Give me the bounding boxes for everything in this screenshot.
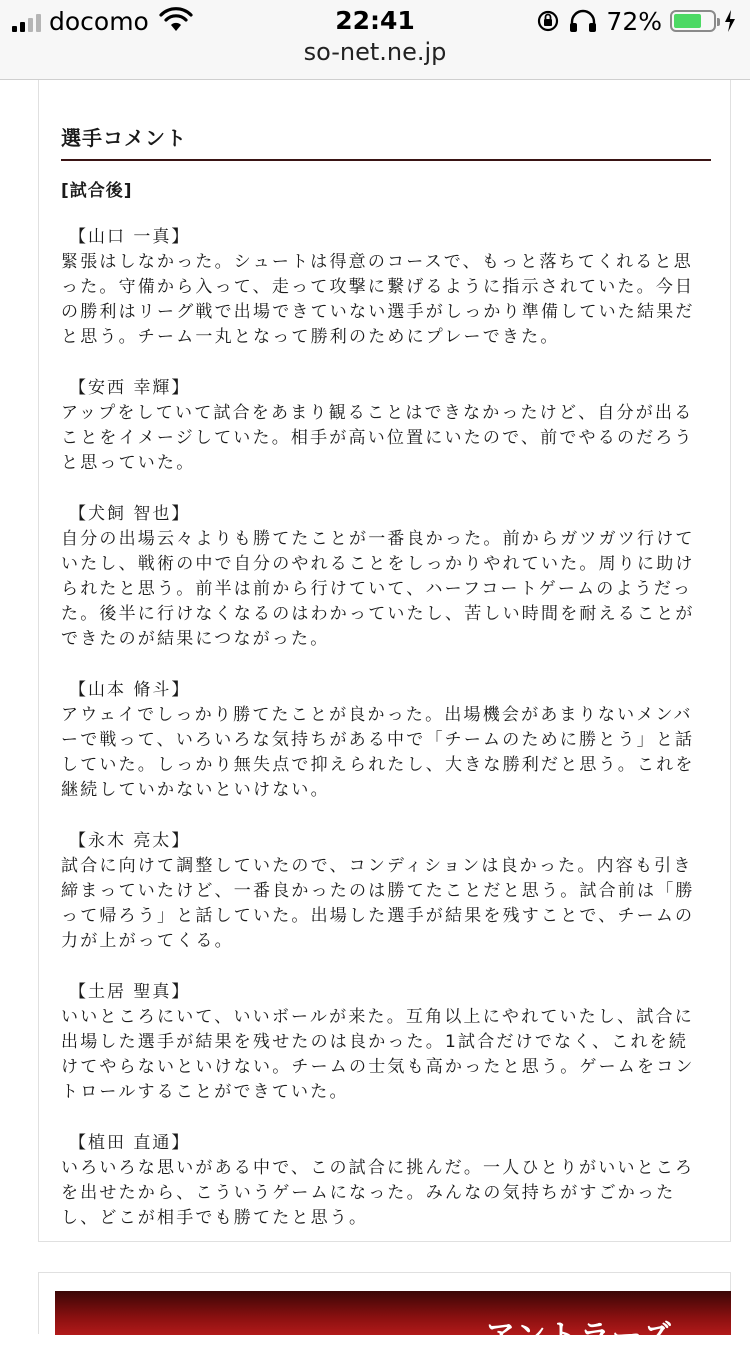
comment-line: いたし、戦術の中で自分のやれることをしっかりやれていた。周りに助け (61, 554, 695, 574)
comment-line: ーで戦って、いろいろな気持ちがある中で「チームのために勝とう」と話 (61, 730, 695, 750)
player-name: 【土居 聖真】 (69, 982, 191, 1002)
comment-line: 力が上がってくる。 (61, 931, 234, 951)
player-comment (61, 502, 711, 652)
player-comment (61, 1131, 711, 1231)
article-card (38, 80, 731, 1242)
orientation-lock-icon (536, 9, 560, 33)
comment-line: アウェイでしっかり勝てたことが良かった。出場機会があまりないメンバ (61, 705, 693, 725)
headphones-icon (568, 9, 598, 33)
status-bar (0, 0, 750, 80)
comment-line: 自分の出場云々よりも勝てたことが一番良かった。前からガツガツ行けて (61, 529, 695, 549)
comment-line: 緊張はしなかった。シュートは得意のコースで、もっと落ちてくれると思 (61, 252, 693, 272)
comment-line: 締まっていたけど、一番良かったのは勝てたことだと思う。試合前は「勝 (61, 881, 695, 901)
comment-line: アップをしていて試合をあまり観ることはできなかったけど、自分が出る (61, 403, 694, 423)
address-bar-url[interactable]: so-net.ne.jp (303, 38, 447, 66)
battery-percentage: 72% (606, 6, 662, 36)
comment-line: いいところにいて、いいボールが来た。互角以上にやれていたし、試合に (61, 1007, 694, 1027)
comment-line: と思っていた。 (61, 453, 196, 473)
comment-line: った。守備から入って、走って攻撃に繋げるように指示されていた。今日 (61, 277, 695, 297)
comment-line: 出場した選手が結果を残せたのは良かった。1試合だけでなく、これを続 (61, 1032, 689, 1052)
comment-line: できたのが結果につながった。 (61, 629, 330, 649)
player-comment (61, 376, 711, 476)
player-name: 【山口 一真】 (69, 227, 191, 247)
player-comments (61, 225, 711, 1257)
comment-line: 試合に向けて調整していたので、コンディションは良かった。内容も引き (61, 856, 693, 876)
player-name: 【永木 亮太】 (69, 831, 191, 851)
player-name: 【植田 直通】 (69, 1133, 191, 1153)
status-bar-right (536, 6, 736, 36)
clock: 22:41 (335, 6, 415, 35)
comment-line: していた。しっかり無失点で抑えられたし、大きな勝利だと思う。これを (61, 755, 695, 775)
player-name: 【安西 幸輝】 (69, 378, 191, 398)
player-comment (61, 829, 711, 954)
charging-bolt-icon (724, 10, 736, 32)
section-title: 選手コメント (61, 122, 711, 161)
player-comment (61, 678, 711, 803)
battery-icon (670, 10, 716, 32)
comment-line: けてやらないといけない。チームの士気も高かったと思う。ゲームをコン (61, 1057, 695, 1077)
comment-line: って帰ろう」と話していた。出場した選手が結果を残すことで、チームの (61, 906, 695, 926)
comment-line: られたと思う。前半は前から行けていて、ハーフコートゲームのようだっ (61, 579, 693, 599)
player-name: 【山本 脩斗】 (69, 680, 191, 700)
player-name: 【犬飼 智也】 (69, 504, 191, 524)
subheading: [試合後] (61, 181, 133, 201)
comment-line: を出せたから、こういうゲームになった。みんなの気持ちがすごかった (61, 1183, 676, 1203)
carrier-name: docomo (49, 6, 149, 36)
comment-line: トロールすることができていた。 (61, 1082, 349, 1102)
comment-line: 継続していかないといけない。 (61, 780, 330, 800)
ad-card (38, 1272, 731, 1354)
comment-line: た。後半に行けなくなるのはわかっていたし、苦しい時間を耐えることが (61, 604, 695, 624)
ad-banner[interactable] (55, 1291, 731, 1354)
comment-line: ことをイメージしていた。相手が高い位置にいたので、前でやるのだろう (61, 428, 694, 448)
comment-line: いろいろな思いがある中で、この試合に挑んだ。一人ひとりがいいところ (61, 1158, 695, 1178)
player-comment (61, 225, 711, 350)
comment-line: の勝利はリーグ戦で出場できていない選手がしっかり準備していた結果だ (61, 302, 695, 322)
ad-banner-text: アントラーズ (485, 1319, 675, 1354)
comment-line: と思う。チーム一丸となって勝利のためにプレーできた。 (61, 327, 560, 347)
comment-line: し、どこが相手でも勝てたと思う。 (61, 1208, 369, 1228)
player-comment (61, 980, 711, 1105)
